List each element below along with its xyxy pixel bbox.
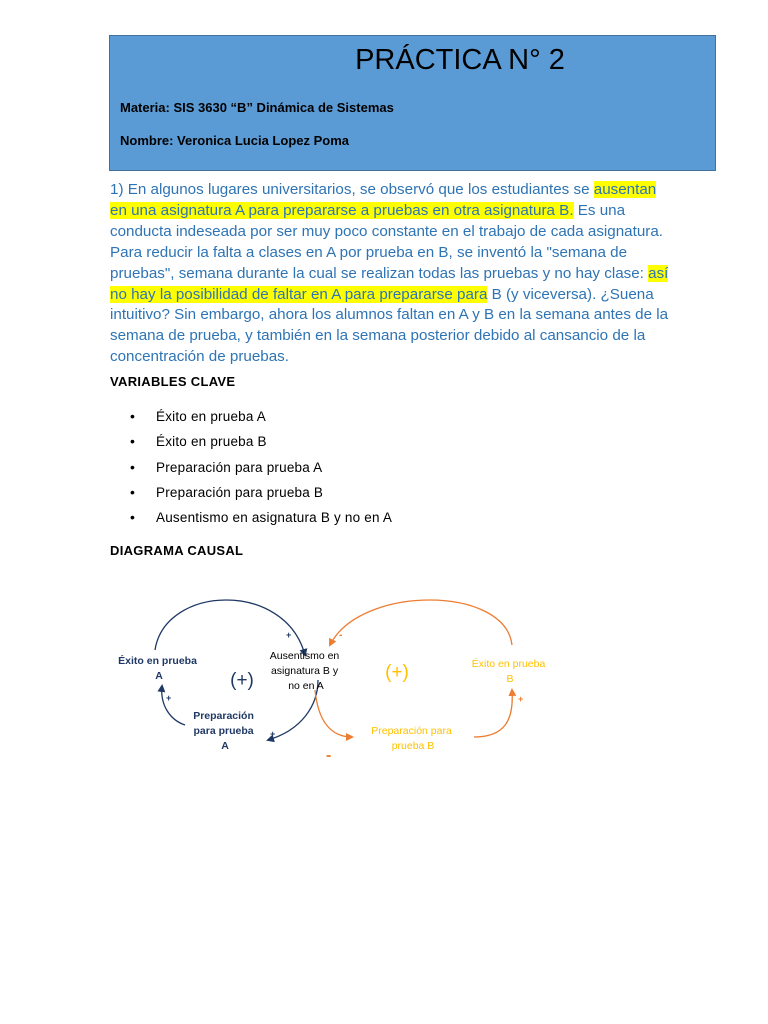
diagram-title: DIAGRAMA CAUSAL <box>110 543 244 558</box>
node-exito-a: Éxito en prueba A <box>118 655 197 682</box>
list-item: • Preparación para prueba A <box>110 455 392 480</box>
node-exito-b: Éxito en prueba B <box>471 658 546 685</box>
arrow-ausentismo-to-prep-b <box>315 690 352 737</box>
highlight-1: ausentan en una asignatura A para prepararse a pruebas en otra asignatura B. <box>110 181 657 219</box>
list-item: • Éxito en prueba A <box>110 404 392 429</box>
bullet-icon: • <box>130 509 136 526</box>
sign-plus-prep-b-exito-b: + <box>518 694 524 704</box>
loop-indicator-b: (+) <box>385 662 409 683</box>
bullet-icon: • <box>130 408 136 424</box>
arrow-exito-b-to-ausentismo <box>330 600 512 645</box>
sign-plus-ausentismo-prep-a: + <box>270 729 276 739</box>
highlight-2: así no hay la posibilidad de faltar en A para prepararse para <box>110 264 669 303</box>
materia-line: Materia: SIS 3630 “B” Dinámica de Sistemas <box>120 100 394 115</box>
node-prep-b: Preparación para prueba B <box>371 725 452 752</box>
list-item: • Preparación para prueba B <box>110 480 392 505</box>
list-item: • Ausentismo en asignatura B y no en A <box>110 505 392 530</box>
list-item: • Éxito en prueba B <box>110 429 392 454</box>
sign-minus-exito-b-ausentismo: - <box>339 630 343 641</box>
loop-indicator-a: (+) <box>230 670 254 691</box>
problem-text-3: B (y viceversa). ¿Suena intuitivo? Sin embargo, ahora los alumnos faltan en A y B en la semana antes de la semana de prueba, y también en la semana posterior debido al cansancio de la concentración de pruebas. <box>110 285 669 366</box>
problem-text-1: 1) En algunos lugares universitarios, se observó que los estudiantes se <box>110 181 594 198</box>
bullet-icon: • <box>130 458 136 475</box>
arrow-prep-a-to-exito-a <box>162 686 185 725</box>
problem-text-2: Es una conducta indeseada por ser muy poco constante en el trabajo de cada asignatura. Para reducir la falta a clases en A por prueba en B, se inventó la "semana de pruebas", semana durante la cual se realizan todas las pruebas y no hay clase: <box>110 201 664 282</box>
bullet-icon: • <box>130 483 136 500</box>
sign-plus-exito-a-ausentismo: + <box>286 630 292 640</box>
sign-plus-prep-a-exito-a: + <box>166 693 172 703</box>
bullet-icon: • <box>130 433 136 450</box>
arrow-prep-b-to-exito-b <box>474 690 512 737</box>
page-title: PRÁCTICA N° 2 <box>355 44 565 76</box>
node-prep-a: Preparación para prueba A <box>193 710 254 752</box>
arrow-exito-a-to-ausentismo <box>155 600 305 655</box>
variables-title: VARIABLES CLAVE <box>110 374 236 389</box>
nombre-line: Nombre: Veronica Lucia Lopez Poma <box>120 133 349 148</box>
sign-minus-ausentismo-prep-b: - <box>326 747 332 764</box>
node-ausentismo: Ausentismo en asignatura B y no en A <box>269 650 340 692</box>
